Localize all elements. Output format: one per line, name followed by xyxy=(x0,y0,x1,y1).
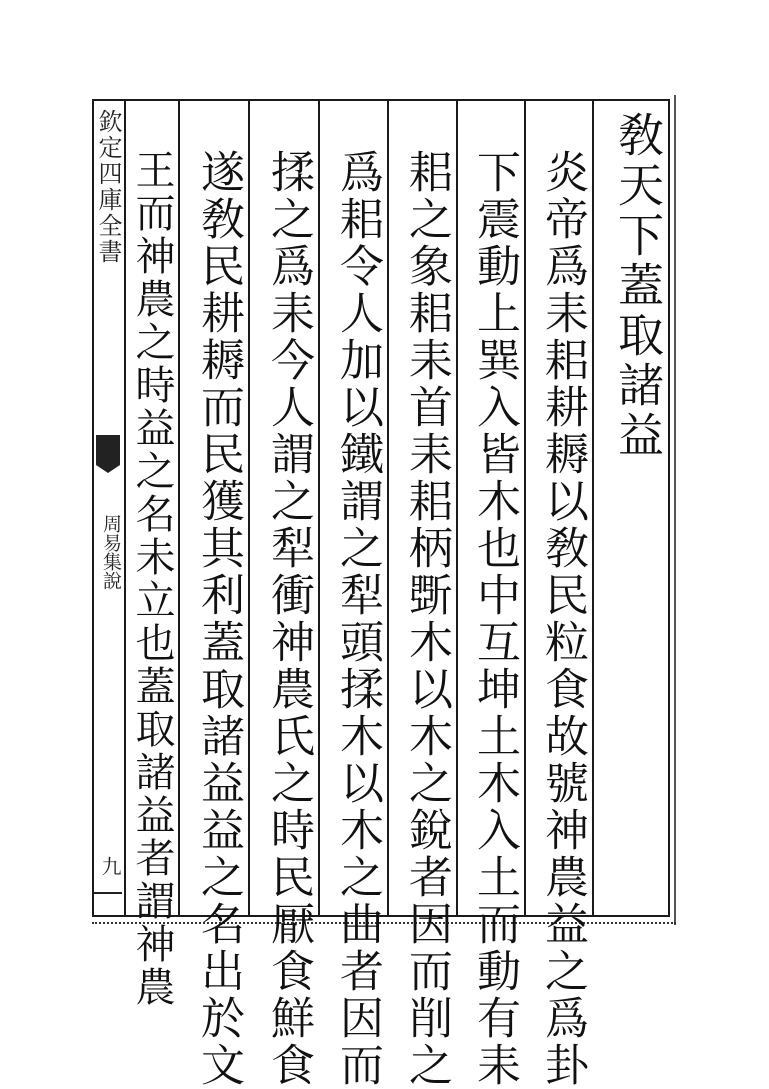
book-margin xyxy=(92,99,126,917)
fishtail-mark xyxy=(96,435,120,465)
column-text: 遂敎民耕耨而民獲其利蓋取諸益益之名出於文 xyxy=(193,149,244,1089)
book-title: 周易集說 xyxy=(100,514,122,590)
page-number-rule xyxy=(94,892,122,894)
text-column-5 xyxy=(320,101,387,1089)
text-column-1 xyxy=(594,101,668,915)
column-text: 王而神農之時益之名未立也蓋取諸益者謂神農 xyxy=(129,149,175,1009)
column-text: 揉之爲耒今人謂之犁衝神農氏之時民厭食鮮食 xyxy=(263,149,314,1089)
text-column-7 xyxy=(180,101,248,1089)
collection-title: 欽定四庫全書 xyxy=(94,109,122,265)
page-number: 九 xyxy=(98,856,122,876)
column-heading: 敎天下蓋取諸益 xyxy=(611,111,665,461)
column-text: 炎帝爲耒耜耕耨以敎民粒食故號神農益之爲卦 xyxy=(537,149,588,1089)
column-text: 耜之象耜耒首耒耜柄斲木以木之銳者因而削之 xyxy=(401,149,452,1089)
text-column-3 xyxy=(458,101,524,1089)
text-column-6 xyxy=(250,101,318,1089)
column-text: 爲耜令人加以鐵謂之犁頭揉木以木之曲者因而 xyxy=(332,149,383,1089)
text-column-2 xyxy=(526,101,592,1089)
text-column-8 xyxy=(127,101,178,1009)
text-column-4 xyxy=(389,101,456,1089)
column-text: 下震動上巽入皆木也中互坤土木入土而動有耒 xyxy=(469,149,520,1089)
